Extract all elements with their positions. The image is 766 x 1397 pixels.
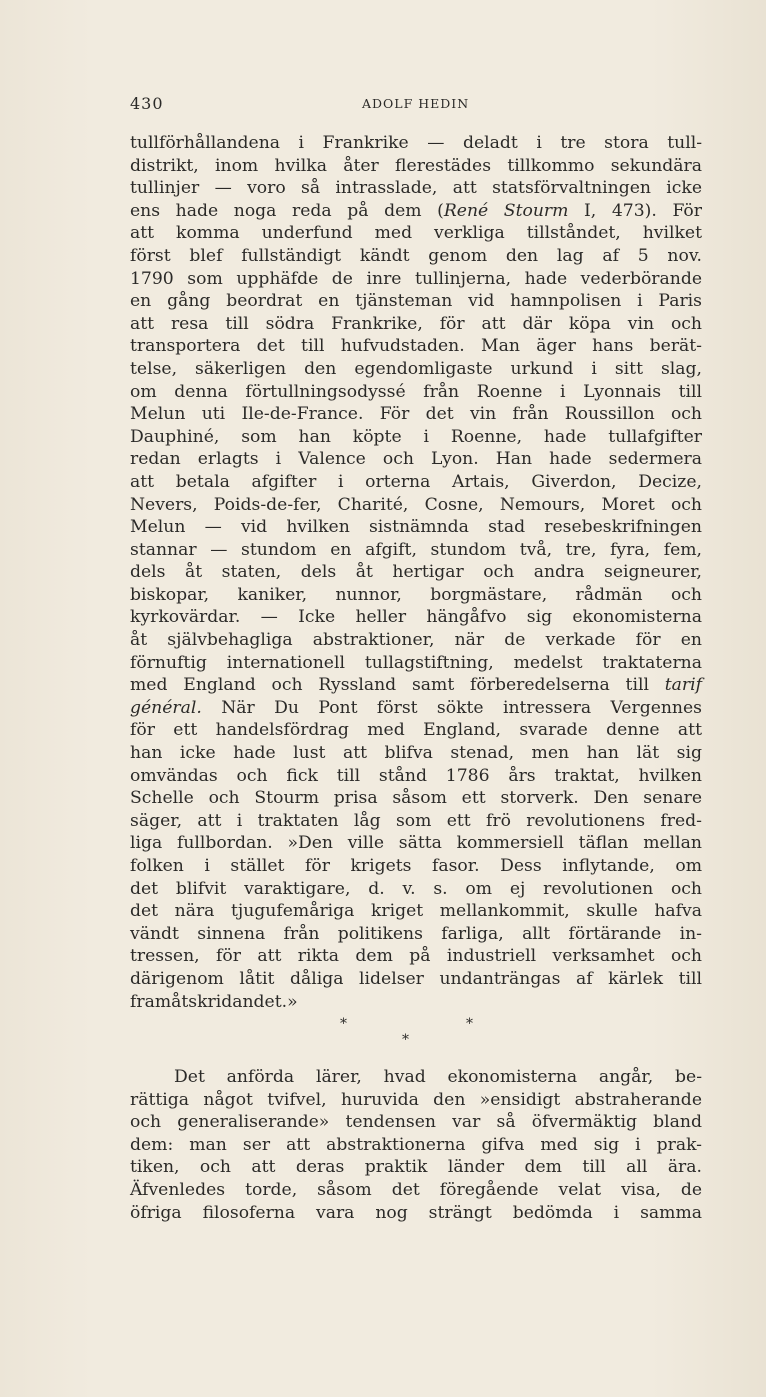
text-line: förnuftig internationell tullagstiftning, medelst traktaterna xyxy=(130,652,702,673)
asterisk: * xyxy=(402,1032,409,1048)
text-line: först blef fullständigt kändt genom den lag af 5 nov. xyxy=(130,245,702,266)
text-line: stannar — stundom en afgift, stundom två, tre, fyra, fem, xyxy=(130,539,702,560)
text-line: för ett handelsfördrag med England, svarade denne att xyxy=(130,720,702,741)
section-break-asterism xyxy=(130,1016,702,1056)
text-line: folken i stället för krigets fasor. Dess inflytande, om xyxy=(130,856,702,876)
text-line: redan erlagts i Valence och Lyon. Han hade sedermera xyxy=(130,449,702,470)
text-line: transportera det till hufvudstaden. Man äger hans berät- xyxy=(130,336,702,357)
running-head: ADOLF HEDIN xyxy=(362,96,470,111)
text-line: om denna förtullningsodyssé från Roenne i Lyonnais till xyxy=(130,381,702,402)
text-line: det blifvit varaktigare, d. v. s. om ej revolutionen och xyxy=(130,878,702,899)
page-number: 430 xyxy=(130,94,164,113)
text-line: framåtskridandet.» xyxy=(130,991,298,1012)
text-line: att betala afgifter i orterna Artais, Giverdon, Decize, xyxy=(130,471,702,492)
text-line: Melun — vid hvilken sistnämnda stad resebeskrifningen xyxy=(130,517,702,538)
text-line: han icke hade lust att blifva stenad, men han lät sig xyxy=(130,743,702,764)
text-line: tressen, för att rikta dem på industriell verksamhet och xyxy=(130,946,702,967)
text-line: tullinjer — voro så intrasslade, att statsförvaltningen icke xyxy=(130,178,702,199)
text-line: 1790 som upphäfde de inre tullinjerna, hade vederbörande xyxy=(130,268,702,289)
text-line: en gång beordrat en tjänsteman vid hamnpolisen i Paris xyxy=(130,291,702,312)
text-line: det nära tjugufemåriga kriget mellankommit, skulle hafva xyxy=(130,901,702,922)
text-line: tiken, och att deras praktik länder dem till all ära. xyxy=(130,1157,702,1178)
text-fragment: med England och Ryssland samt förberedelserna till xyxy=(130,675,665,696)
page-header xyxy=(130,94,702,114)
text-line: att resa till södra Frankrike, för att där köpa vin och xyxy=(130,313,702,334)
text-line: Schelle och Stourm prisa såsom ett storverk. Den senare xyxy=(130,788,702,809)
text-line: och generaliserande» tendensen var så öfvermäktig bland xyxy=(130,1112,702,1133)
citation-author: René Stourm xyxy=(443,200,569,221)
text-line: tullförhållandena i Frankrike — deladt i tre stora tull- xyxy=(130,133,702,153)
text-line: telse, säkerligen den egendomligaste urkund i sitt slag, xyxy=(130,358,702,379)
text-line: distrikt, inom hvilka åter flerestädes tillkommo sekundära xyxy=(130,155,702,176)
text-line: dem: man ser att abstraktionerna gifva med sig i prak- xyxy=(130,1134,702,1155)
text-line: åt självbehagliga abstraktioner, när de verkade för en xyxy=(130,630,702,651)
text-line: rättiga något tvifvel, huruvida den »ensidigt abstraherande xyxy=(130,1089,702,1110)
text-line: Äfvenledes torde, såsom det föregående velat visa, de xyxy=(130,1179,702,1200)
text-line: Dauphiné, som han köpte i Roenne, hade tullafgifter xyxy=(130,426,702,447)
text-line: att komma underfund med verkliga tillståndet, hvilket xyxy=(130,223,702,244)
text-line: Nevers, Poids-de-fer, Charité, Cosne, Nemours, Moret och xyxy=(130,494,702,515)
text-fragment: När Du Pont först sökte intressera Vergennes xyxy=(201,697,702,718)
text-line xyxy=(130,200,702,223)
text-line: säger, att i traktaten låg som ett frö revolutionens fred- xyxy=(130,810,702,831)
text-fragment: I, 473). För xyxy=(568,200,702,221)
text-line xyxy=(130,697,702,720)
paragraph-1 xyxy=(130,132,702,1013)
italic-term: tarif xyxy=(664,675,702,696)
text-line: omvändas och fick till stånd 1786 års traktat, hvilken xyxy=(130,765,702,786)
text-line: dels åt staten, dels åt hertigar och andra seigneurer, xyxy=(130,562,702,583)
paragraph-2 xyxy=(130,1066,702,1224)
text-line: vändt sinnena från politikens farliga, allt förtärande in- xyxy=(130,923,702,944)
text-line: liga fullbordan. »Den ville sätta kommersiell täflan mellan xyxy=(130,833,702,854)
text-line: Melun uti Ile-de-France. För det vin från Roussillon och xyxy=(130,404,702,425)
italic-term: général. xyxy=(130,697,202,718)
text-line: kyrkovärdar. — Icke heller hängåfvo sig ekonomisterna xyxy=(130,607,702,628)
text-line: därigenom låtit dåliga lidelser undanträngas af kärlek till xyxy=(130,968,702,989)
asterisk: * xyxy=(340,1016,347,1032)
text-line xyxy=(130,674,702,697)
text-line: öfriga filosoferna vara nog strängt bedömda i samma xyxy=(130,1202,702,1223)
text-fragment: ens hade noga reda på dem ( xyxy=(130,200,444,221)
text-line: Det anförda lärer, hvad ekonomisterna angår, be- xyxy=(174,1067,702,1087)
text-line: biskopar, kaniker, nunnor, borgmästare, rådmän och xyxy=(130,584,702,605)
asterisk: * xyxy=(466,1016,473,1032)
